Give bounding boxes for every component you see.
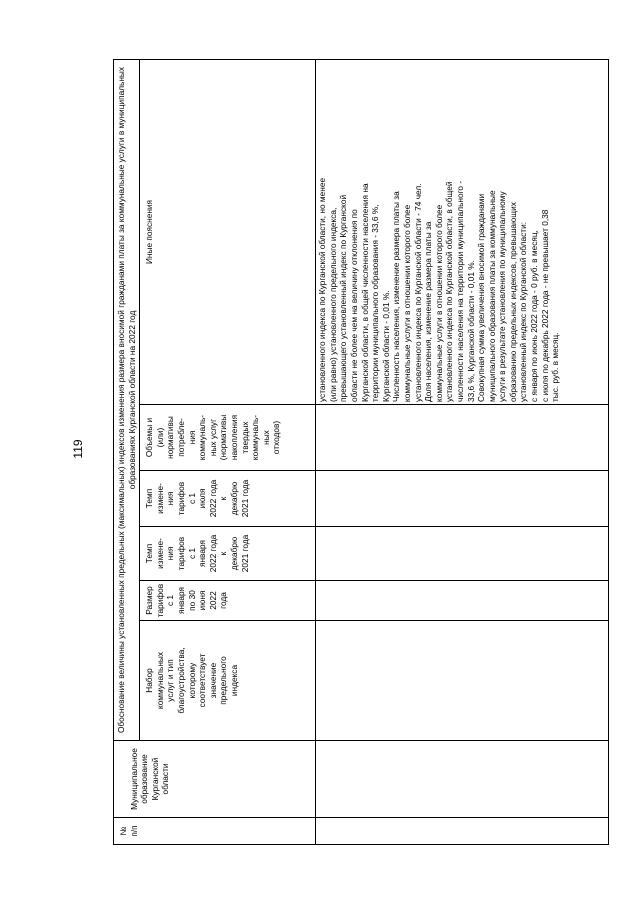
- header-row-2: [140, 59, 316, 844]
- header-services: Набор коммунальных услуг и тип благоустройства, которому соответствует значение предельного индекса: [140, 621, 316, 741]
- row-rate-july: [316, 471, 609, 527]
- page-number: 119: [71, 439, 85, 459]
- table-row: [316, 59, 609, 844]
- row-rate-january: [316, 527, 609, 581]
- index-justification-table: [113, 59, 609, 845]
- rotated-table-container: [113, 60, 623, 845]
- header-volumes: Объемы и (или) нормативы потребле- ния коммуналь- ных услуг (нормативы накопления твердых коммуналь- ных отходов): [140, 405, 316, 471]
- row-tariff-size: [316, 581, 609, 621]
- row-num: [316, 818, 609, 845]
- header-row-1: [114, 59, 140, 844]
- municipality-value: Курганской области: [149, 757, 171, 801]
- header-rate-july: Темп измене- ния тарифов с 1 июля 2022 года к декабрю 2021 года: [140, 471, 316, 527]
- header-municipality-label: Муниципальное образование: [128, 748, 150, 810]
- header-tariff-size: Размер тарифов с 1 января по 30 июня 2022 года: [140, 581, 316, 621]
- row-services: [316, 621, 609, 741]
- row-notes: установленного индекса по Курганской области, но менее (или равно) установленного предельного индекса, превышающего установленный индекс по Курганской области не более чем на величину отклонения по Курганской области, в общей численности населения на территории муниципального образования - 33,6 %, Курганской области - 0,01 %. Численность населения, изменение размера платы за коммунальные услуги в отношении которого более установленного индекса по Курганской области - 74 чел. Доля населения, изменение размера платы за коммунальные услуги в отношении которого более установленного индекса по Курганской области, в общей численности населения на территории муниципального - 33,6 %, Курганской области - 0,01 %. Совокупная сумма увеличения вносимой гражданами муниципального образования платы за коммунальные услуги в результате установления по муниципальному образованию предельных индексов, превышающих установленный индекс по Курганской области: с января по июнь 2022 года - 0 руб. в месяц, с июля по декабрь 2022 года - не превышает 0,38 тыс. руб. в месяц.: [316, 59, 609, 404]
- header-group-title: Обоснование величины установленных предельных (максимальных) индексов изменения размера вносимой гражданами платы за коммунальные услуги в муниципальных образованиях Курганской области на 2022 год: [114, 59, 140, 740]
- header-notes: Иные пояснения: [140, 59, 316, 404]
- row-volumes: [316, 405, 609, 471]
- header-municipality: [114, 741, 316, 818]
- header-num: № п/п: [114, 818, 316, 845]
- row-municipality-cell: [316, 741, 609, 818]
- header-rate-january: Темп измене- ния тарифов с 1 января 2022 года к декабрю 2021 года: [140, 527, 316, 581]
